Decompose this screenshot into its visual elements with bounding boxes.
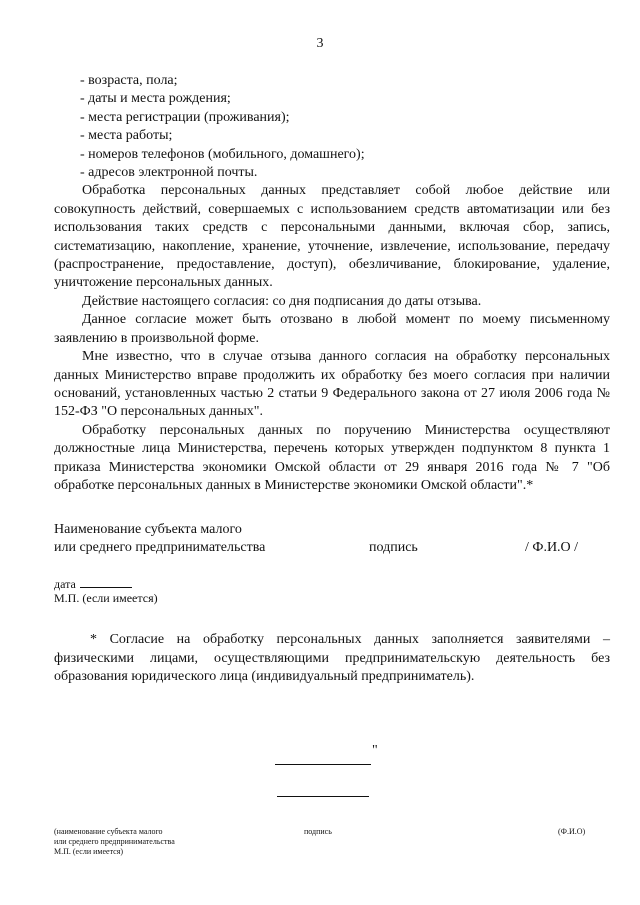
bottom-signature-label: подпись	[304, 827, 332, 836]
list-item: - адресов электронной почты.	[80, 165, 258, 181]
paragraph-validity: Действие настоящего согласия: со дня подписания до даты отзыва.	[82, 293, 482, 309]
closing-quote: "	[372, 743, 378, 758]
subject-name-label-line1: Наименование субъекта малого	[54, 522, 242, 537]
list-item: - возраста, пола;	[80, 73, 178, 88]
bottom-stamp-label: М.П. (если имеется)	[54, 847, 124, 856]
footnote: * Согласие на обработку персональных данных заполняется заявителями – физическими лицами, осуществляющими предпринимательскую деятельность без образования юридического лица (индивидуальный предприниматель).	[54, 632, 610, 685]
second-blank-line	[277, 796, 369, 797]
bottom-fio-label: (Ф.И.О)	[558, 827, 586, 836]
page-number: 3	[316, 36, 324, 51]
list-item: - места регистрации (проживания);	[80, 109, 290, 125]
paragraph-continue-processing: Мне известно, что в случае отзыва данного согласия на обработку персональных данных Министерство вправе продолжить их обработку без моего согласия при наличии оснований, установленных частью 2 статьи 9 Федерального закона от 27 июля 2006 года № 152-ФЗ "О персональных данных".	[54, 349, 610, 420]
paragraph-revocation: Данное согласие может быть отозвано в любой момент по моему письменному заявлению в произвольной форме.	[54, 312, 610, 346]
subject-name-label-line2: или среднего предпринимательства	[54, 540, 266, 555]
consent-body	[54, 72, 610, 495]
signature-label: подпись	[369, 540, 418, 555]
list-item: - места работы;	[80, 128, 173, 144]
paragraph-processing-definition: Обработка персональных данных представляет собой любое действие или совокупность действий, совершаемых с использованием средств автоматизации или без использования таких средств с персональными данными, включая сбор, запись, систематизацию, накопление, хранение, уточнение, извлечение, использование, передачу (распространение, предоставление, доступ), обезличивание, блокирование, удаление, уничтожение персональных данных.	[54, 183, 610, 291]
date-blank-line	[80, 576, 132, 588]
stamp-label: М.П. (если имеется)	[54, 591, 158, 605]
list-item: - номеров телефонов (мобильного, домашнего);	[80, 146, 365, 162]
date-label: дата	[54, 577, 76, 591]
bottom-subject-line2: или среднего предпринимательства	[54, 837, 175, 846]
top-blank-line	[275, 764, 371, 765]
fio-label: / Ф.И.О /	[525, 540, 579, 555]
paragraph-authorized-persons: Обработку персональных данных по поручению Министерства осуществляют должностные лица Министерства, перечень которых утвержден подпунктом 8 пункта 1 приказа Министерства экономики Омской области от 29 января 2016 года № 7 "Об обработке персональных данных в Министерстве экономики Омской области".*	[54, 422, 610, 493]
list-item: - даты и места рождения;	[80, 91, 231, 107]
date-field	[54, 576, 132, 592]
bottom-subject-line1: (наименование субъекта малого	[54, 827, 163, 836]
